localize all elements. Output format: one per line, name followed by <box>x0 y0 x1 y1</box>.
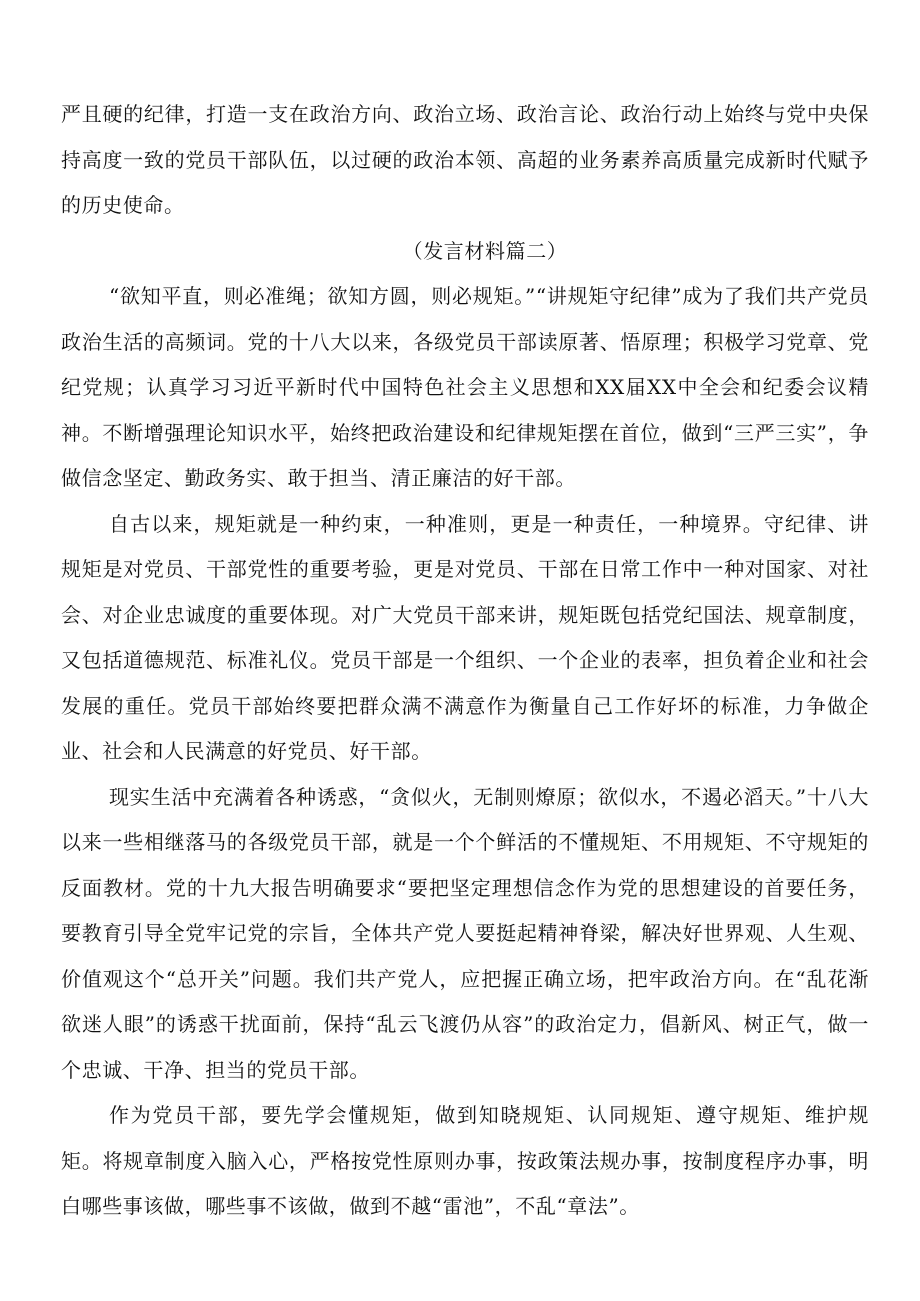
document-body <box>61 92 869 1230</box>
paragraph-continuation: 严且硬的纪律，打造一支在政治方向、政治立场、政治言论、政治行动上始终与党中央保持高度一致的党员干部队伍，以过硬的政治本领、高超的业务素养高质量完成新时代赋予的历史使命。 <box>61 102 869 217</box>
paragraph: 作为党员干部，要先学会懂规矩，做到知晓规矩、认同规矩、遵守规矩、维护规矩。将规章制度入脑入心，严格按党性原则办事，按政策法规办事，按制度程序办事，明白哪些事该做，哪些事不该做，做到不越“雷池”，不乱“章法”。 <box>61 1103 869 1218</box>
section-heading: （发言材料篇二） <box>402 238 568 263</box>
paragraph: “欲知平直，则必准绳；欲知方圆，则必规矩。”“讲规矩守纪律”成为了我们共产党员政治生活的高频词。党的十八大以来，各级党员干部读原著、悟原理；积极学习党章、党纪党规；认真学习习近平新时代中国特色社会主义思想和XX届XX中全会和纪委会议精神。不断增强理论知识水平，始终把政治建设和纪律规矩摆在首位，做到“三严三实”，争做信念坚定、勤政务实、敢于担当、清正廉洁的好干部。 <box>61 284 869 490</box>
paragraph: 自古以来，规矩就是一种约束，一种准则，更是一种责任，一种境界。守纪律、讲规矩是对党员、干部党性的重要考验，更是对党员、干部在日常工作中一种对国家、对社会、对企业忠诚度的重要体现。对广大党员干部来讲，规矩既包括党纪国法、规章制度，又包括道德规范、标准礼仪。党员干部是一个组织、一个企业的表率，担负着企业和社会发展的重任。党员干部始终要把群众满不满意作为衡量自己工作好坏的标准，力争做企业、社会和人民满意的好党员、好干部。 <box>61 511 869 763</box>
paragraph: 现实生活中充满着各种诱惑，“贪似火，无制则燎原；欲似水，不遏必滔天。”十八大以来一些相继落马的各级党员干部，就是一个个鲜活的不懂规矩、不用规矩、不守规矩的反面教材。党的十九大报告明确要求“要把坚定理想信念作为党的思想建设的首要任务，要教育引导全党牢记党的宗旨，全体共产党人要挺起精神脊梁，解决好世界观、人生观、价值观这个“总开关”问题。我们共产党人，应把握正确立场，把牢政治方向。在“乱花渐欲迷人眼”的诱惑干扰面前，保持“乱云飞渡仍从容”的政治定力，倡新风、树正气，做一个忠诚、干净、担当的党员干部。 <box>61 784 869 1082</box>
